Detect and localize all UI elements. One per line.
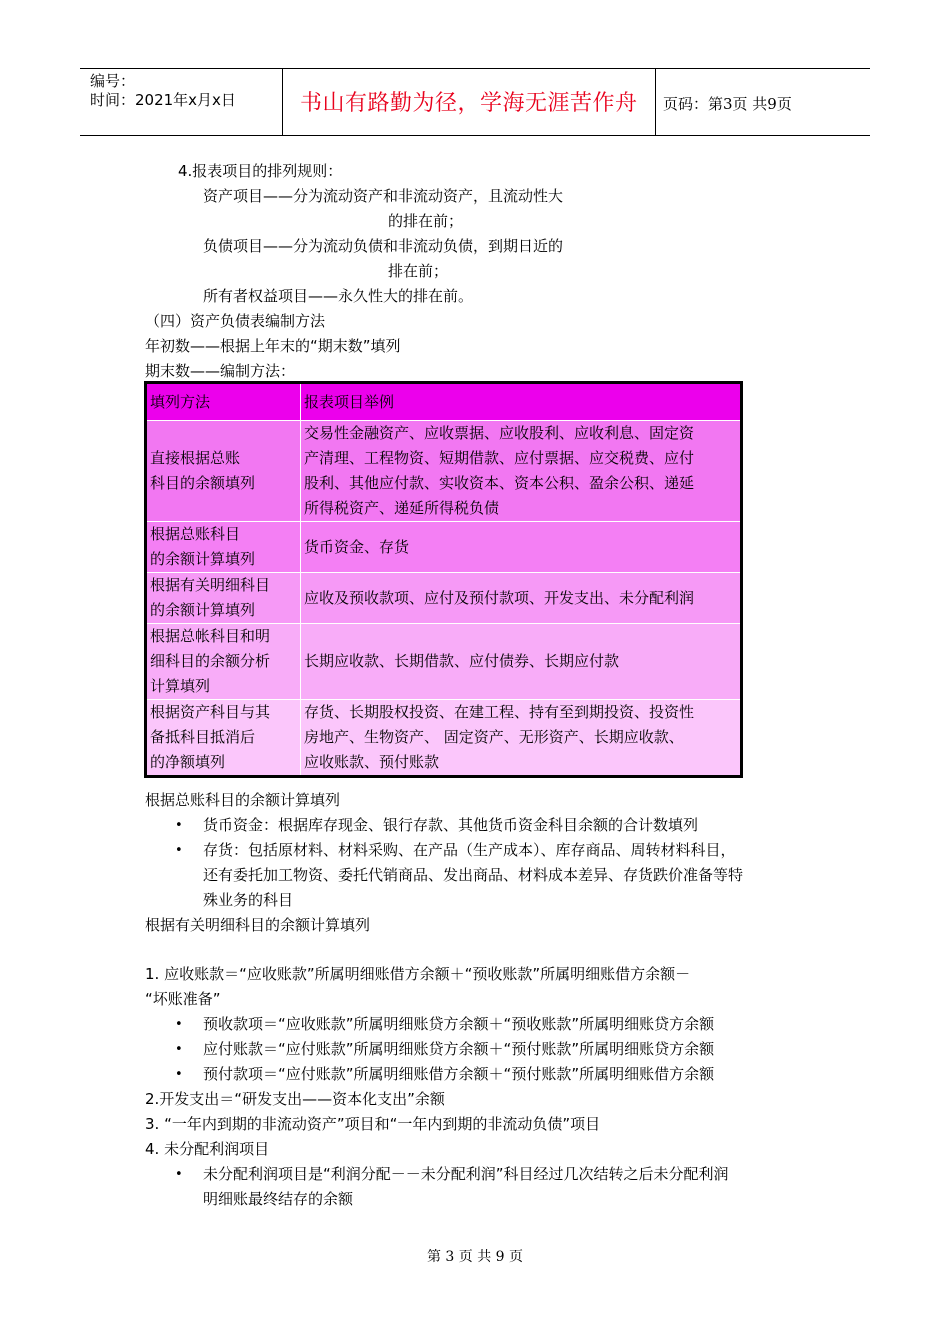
asset-rule-cont: 的排在前； [388,212,464,230]
table-row [146,421,742,522]
table-row [146,624,742,700]
serial-label: 编号： [90,72,136,90]
bullet-icon: • [175,818,183,833]
fill-method-cell [146,573,301,624]
fill-method-line: 的余额计算填列 [150,601,256,619]
fill-method-line: 根据总帐科目和明 [150,627,271,645]
fill-method-line: 根据资产科目与其 [150,703,271,721]
fill-method-line: 科目的余额填列 [150,474,256,492]
fill-method-line: 备抵科目抵消后 [150,728,256,746]
example-items-line: 长期应收款、长期借款、应付债券、长期应付款 [304,652,620,670]
fill-method-line: 计算填列 [150,677,211,695]
page-info: 页码：第3页 共9页 [663,95,792,113]
fill-method-cell [146,522,301,573]
date-label: 时间：2021年x月x日 [90,91,236,109]
subheading-general-ledger: 根据总账科目的余额计算填列 [145,791,341,809]
bullet-icon: • [175,1017,183,1032]
fill-method-line: 根据有关明细科目 [150,576,271,594]
prepayments-formula: 预付款项＝“应付账款”所属明细账借方余额＋“预付账款”所属明细账借方余额 [203,1065,715,1083]
header-motto: 书山有路勤为径，学海无涯苦作舟 [300,91,638,116]
example-items-cell [301,624,742,700]
liability-rule-cont: 排在前； [388,262,449,280]
fill-method-line: 根据总账科目 [150,525,241,543]
liability-rule: 负债项目——分为流动负债和非流动负债，到期日近的 [203,237,564,255]
bullet-icon: • [175,1067,183,1082]
example-items-line: 存货、长期股权投资、在建工程、持有至到期投资、投资性 [304,703,695,721]
example-items-cell [301,522,742,573]
inventory-item-cont: 殊业务的科目 [203,891,294,909]
example-items-line: 货币资金、存货 [304,537,410,556]
example-items-cell [301,573,742,624]
advance-receipts-formula: 预收款项＝“应收账款”所属明细账贷方余额＋“预收账款”所属明细账贷方余额 [203,1015,715,1033]
table-header-cell: 报表项目举例 [301,383,742,421]
fill-method-cell [146,624,301,700]
example-items-cell [301,700,742,777]
subheading-detail-accounts: 根据有关明细科目的余额计算填列 [145,916,371,934]
header-bottom-rule [80,135,870,136]
bullet-icon: • [175,1042,183,1057]
table-row [146,573,742,624]
equity-rule: 所有者权益项目——永久性大的排在前。 [203,287,474,305]
receivables-formula-cont: “坏账准备” [145,990,221,1008]
retained-earnings-heading: 4. 未分配利润项目 [145,1140,270,1158]
fill-method-line: 细科目的余额分析 [150,652,271,670]
asset-rule: 资产项目——分为流动资产和非流动资产，且流动性大 [203,187,564,205]
table-header-row [146,383,742,421]
fill-method-line: 直接根据总账 [150,449,241,467]
example-items-line: 应收账款、预付账款 [304,753,440,771]
example-items-line: 应收及预收款项、应付及预付款项、开发支出、未分配利润 [304,588,695,607]
header-top-rule [80,68,870,69]
closing-balance-line: 期末数——编制方法： [145,362,296,380]
example-items-line: 房地产、生物资产、 固定资产、无形资产、长期应收款、 [304,728,684,746]
fill-method-line: 的净额填列 [150,753,226,771]
current-portion-item: 3. “一年内到期的非流动资产”项目和“一年内到期的非流动负债”项目 [145,1115,601,1133]
retained-earnings-desc-cont: 明细账最终结存的余额 [203,1190,354,1208]
example-items-line: 所得税资产、递延所得税负债 [304,499,500,517]
fill-method-table [144,381,743,778]
development-expense-formula: 2.开发支出＝“研发支出——资本化支出”余额 [145,1090,445,1108]
example-items-cell [301,421,742,522]
example-items-line: 产清理、工程物资、短期借款、应付票据、应交税费、应付 [304,449,695,467]
section-heading: （四）资产负债表编制方法 [145,312,326,330]
header-divider-left [282,68,283,135]
retained-earnings-desc: 未分配利润项目是“利润分配－－未分配利润”科目经过几次结转之后未分配利润 [203,1165,729,1183]
table-header-cell: 填列方法 [146,383,301,421]
inventory-item-cont: 还有委托加工物资、委托代销商品、发出商品、材料成本差异、存货跌价准备等特 [203,866,744,884]
opening-balance-line: 年初数——根据上年末的“期末数”填列 [145,337,401,355]
example-items-line: 交易性金融资产、应收票据、应收股利、应收利息、固定资 [304,424,695,442]
bullet-icon: • [175,1167,183,1182]
cash-item: 货币资金：根据库存现金、银行存款、其他货币资金科目余额的合计数填列 [203,816,699,834]
page-footer: 第 3 页 共 9 页 [426,1249,524,1265]
table-row [146,522,742,573]
inventory-item: 存货：包括原材料、材料采购、在产品（生产成本）、库存商品、周转材料科目， [203,841,736,859]
fill-method-line: 的余额计算填列 [150,550,256,568]
rule-heading: 4.报表项目的排列规则： [178,162,343,180]
bullet-icon: • [175,843,183,858]
table-row [146,700,742,777]
payables-formula: 应付账款＝“应付账款”所属明细账贷方余额＋“预付账款”所属明细账贷方余额 [203,1040,715,1058]
header-divider-right [655,68,656,135]
example-items-line: 股利、其他应付款、实收资本、资本公积、盈余公积、递延 [304,474,695,492]
receivables-formula: 1. 应收账款＝“应收账款”所属明细账借方余额＋“预收账款”所属明细账借方余额－ [145,965,691,983]
fill-method-cell [146,700,301,777]
fill-method-cell [146,421,301,522]
